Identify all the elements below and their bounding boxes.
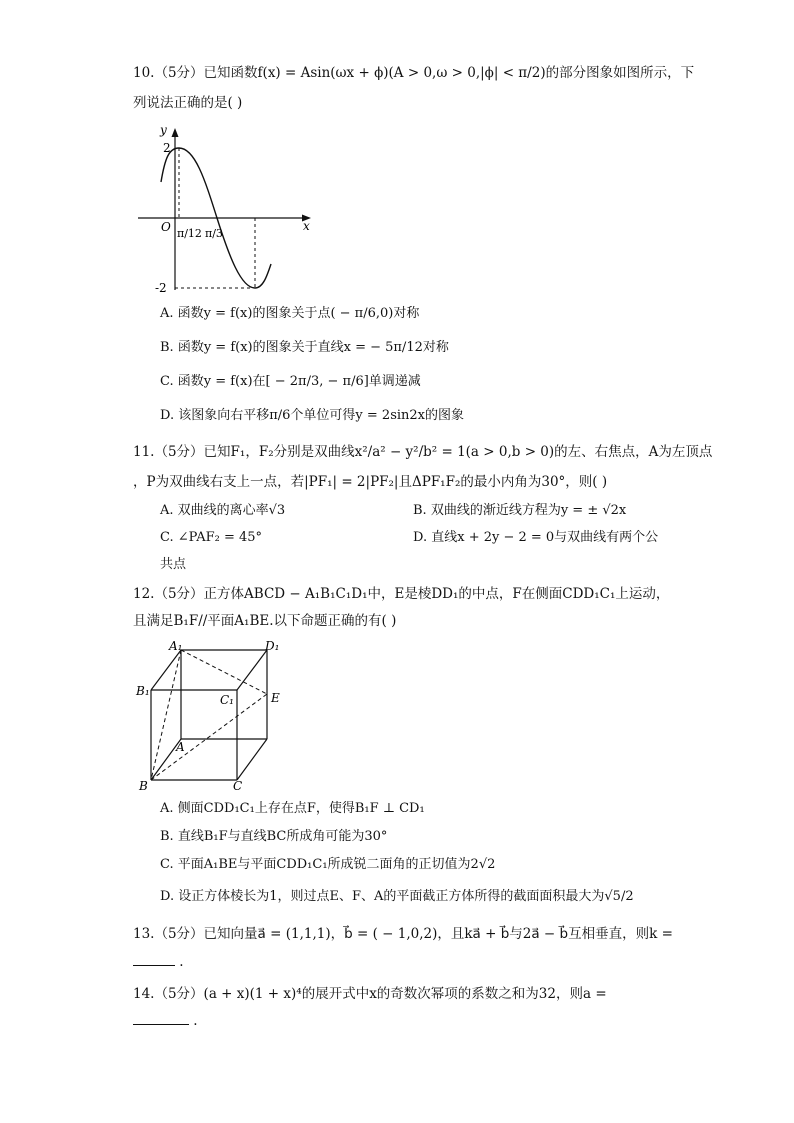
q12-option-b: B. 直线B₁F与直线BC所成角可能为30° bbox=[160, 829, 388, 844]
q11-option-d-line1: D. 直线x + 2y − 2 = 0与双曲线有两个公 bbox=[413, 530, 659, 545]
vertex-b-label: B bbox=[139, 779, 148, 793]
q11-option-a: A. 双曲线的离心率√3 bbox=[160, 503, 286, 518]
y-axis-label: y bbox=[160, 123, 167, 137]
x-tick-pi12: π/12 bbox=[177, 227, 202, 240]
q13-period: . bbox=[179, 954, 184, 970]
q11-stem-line1: 11.（5分）已知F₁，F₂分别是双曲线x²/a² − y²/b² = 1(a > 0,b > 0)的左、右焦点，A为左顶点 bbox=[133, 444, 713, 460]
q12-option-a: A. 侧面CDD₁C₁上存在点F，使得B₁F ⊥ CD₁ bbox=[160, 801, 425, 816]
q12-option-c: C. 平面A₁BE与平面CDD₁C₁所成锐二面角的正切值为2√2 bbox=[160, 857, 496, 872]
vertex-d1-label: D₁ bbox=[265, 639, 280, 653]
q12-stem-line2: 且满足B₁F//平面A₁BE.以下命题正确的有( ) bbox=[133, 613, 397, 629]
origin-label: O bbox=[161, 220, 171, 234]
q13-answer-line bbox=[133, 953, 184, 971]
q13-answer-blank[interactable] bbox=[133, 953, 175, 966]
y-axis-arrow bbox=[172, 128, 179, 137]
q10-option-b: B. 函数y = f(x)的图象关于直线x = − 5π/12对称 bbox=[160, 340, 449, 355]
vertex-c1-label: C₁ bbox=[220, 693, 234, 707]
point-e-label: E bbox=[271, 691, 280, 705]
y-max-label: 2 bbox=[163, 141, 171, 155]
q10-sine-graph bbox=[133, 120, 323, 295]
q10-option-a: A. 函数y = f(x)的图象关于点( − π/6,0)对称 bbox=[160, 306, 420, 321]
q12-stem-line1: 12.（5分）正方体ABCD − A₁B₁C₁D₁中，E是棱DD₁的中点，F在侧面CDD₁C₁上运动， bbox=[133, 586, 670, 602]
vertex-b1-label: B₁ bbox=[136, 684, 150, 698]
q10-stem-line1: 10.（5分）已知函数f(x) = Asin(ωx + ϕ)(A > 0,ω > 0,|ϕ| < π/2)的部分图象如图所示，下 bbox=[133, 65, 695, 81]
vertex-c-label: C bbox=[233, 779, 243, 793]
x-axis-label: x bbox=[303, 219, 310, 233]
q11-option-b: B. 双曲线的渐近线方程为y = ± √2x bbox=[413, 503, 627, 518]
q14-answer-blank[interactable] bbox=[133, 1012, 189, 1025]
q10-option-c: C. 函数y = f(x)在[ − 2π/3, − π/6]单调递减 bbox=[160, 374, 421, 389]
q12-cube-figure bbox=[133, 638, 293, 798]
q12-option-d: D. 设正方体棱长为1，则过点E、F、A的平面截正方体所得的截面面积最大为√5/2 bbox=[160, 889, 634, 904]
vertex-a1-label: A₁ bbox=[169, 639, 183, 653]
q10-stem-line2: 列说法正确的是( ) bbox=[133, 95, 243, 111]
q14-answer-line bbox=[133, 1012, 198, 1030]
q11-stem-line2: ，P为双曲线右支上一点，若|PF₁| = 2|PF₂|且ΔPF₁F₂的最小内角为30°，则( ) bbox=[133, 474, 608, 490]
q11-option-d-line2: 共点 bbox=[160, 557, 187, 572]
vertex-a-label: A bbox=[176, 740, 185, 754]
q14-stem-line1: 14.（5分）(a + x)(1 + x)⁴的展开式中x的奇数次幂项的系数之和为32，则a = bbox=[133, 986, 607, 1002]
y-min-label: -2 bbox=[155, 281, 167, 295]
x-tick-pi3: π/3 bbox=[205, 227, 223, 240]
q13-stem-line1: 13.（5分）已知向量a⃗ = (1,1,1)，b⃗ = ( − 1,0,2)，且ka⃗ + b⃗与2a⃗ − b⃗互相垂直，则k = bbox=[133, 926, 673, 942]
q10-option-d: D. 该图象向右平移π/6个单位可得y = 2sin2x的图象 bbox=[160, 408, 464, 423]
q14-period: . bbox=[193, 1013, 198, 1029]
q11-option-c: C. ∠PAF₂ = 45° bbox=[160, 530, 263, 545]
